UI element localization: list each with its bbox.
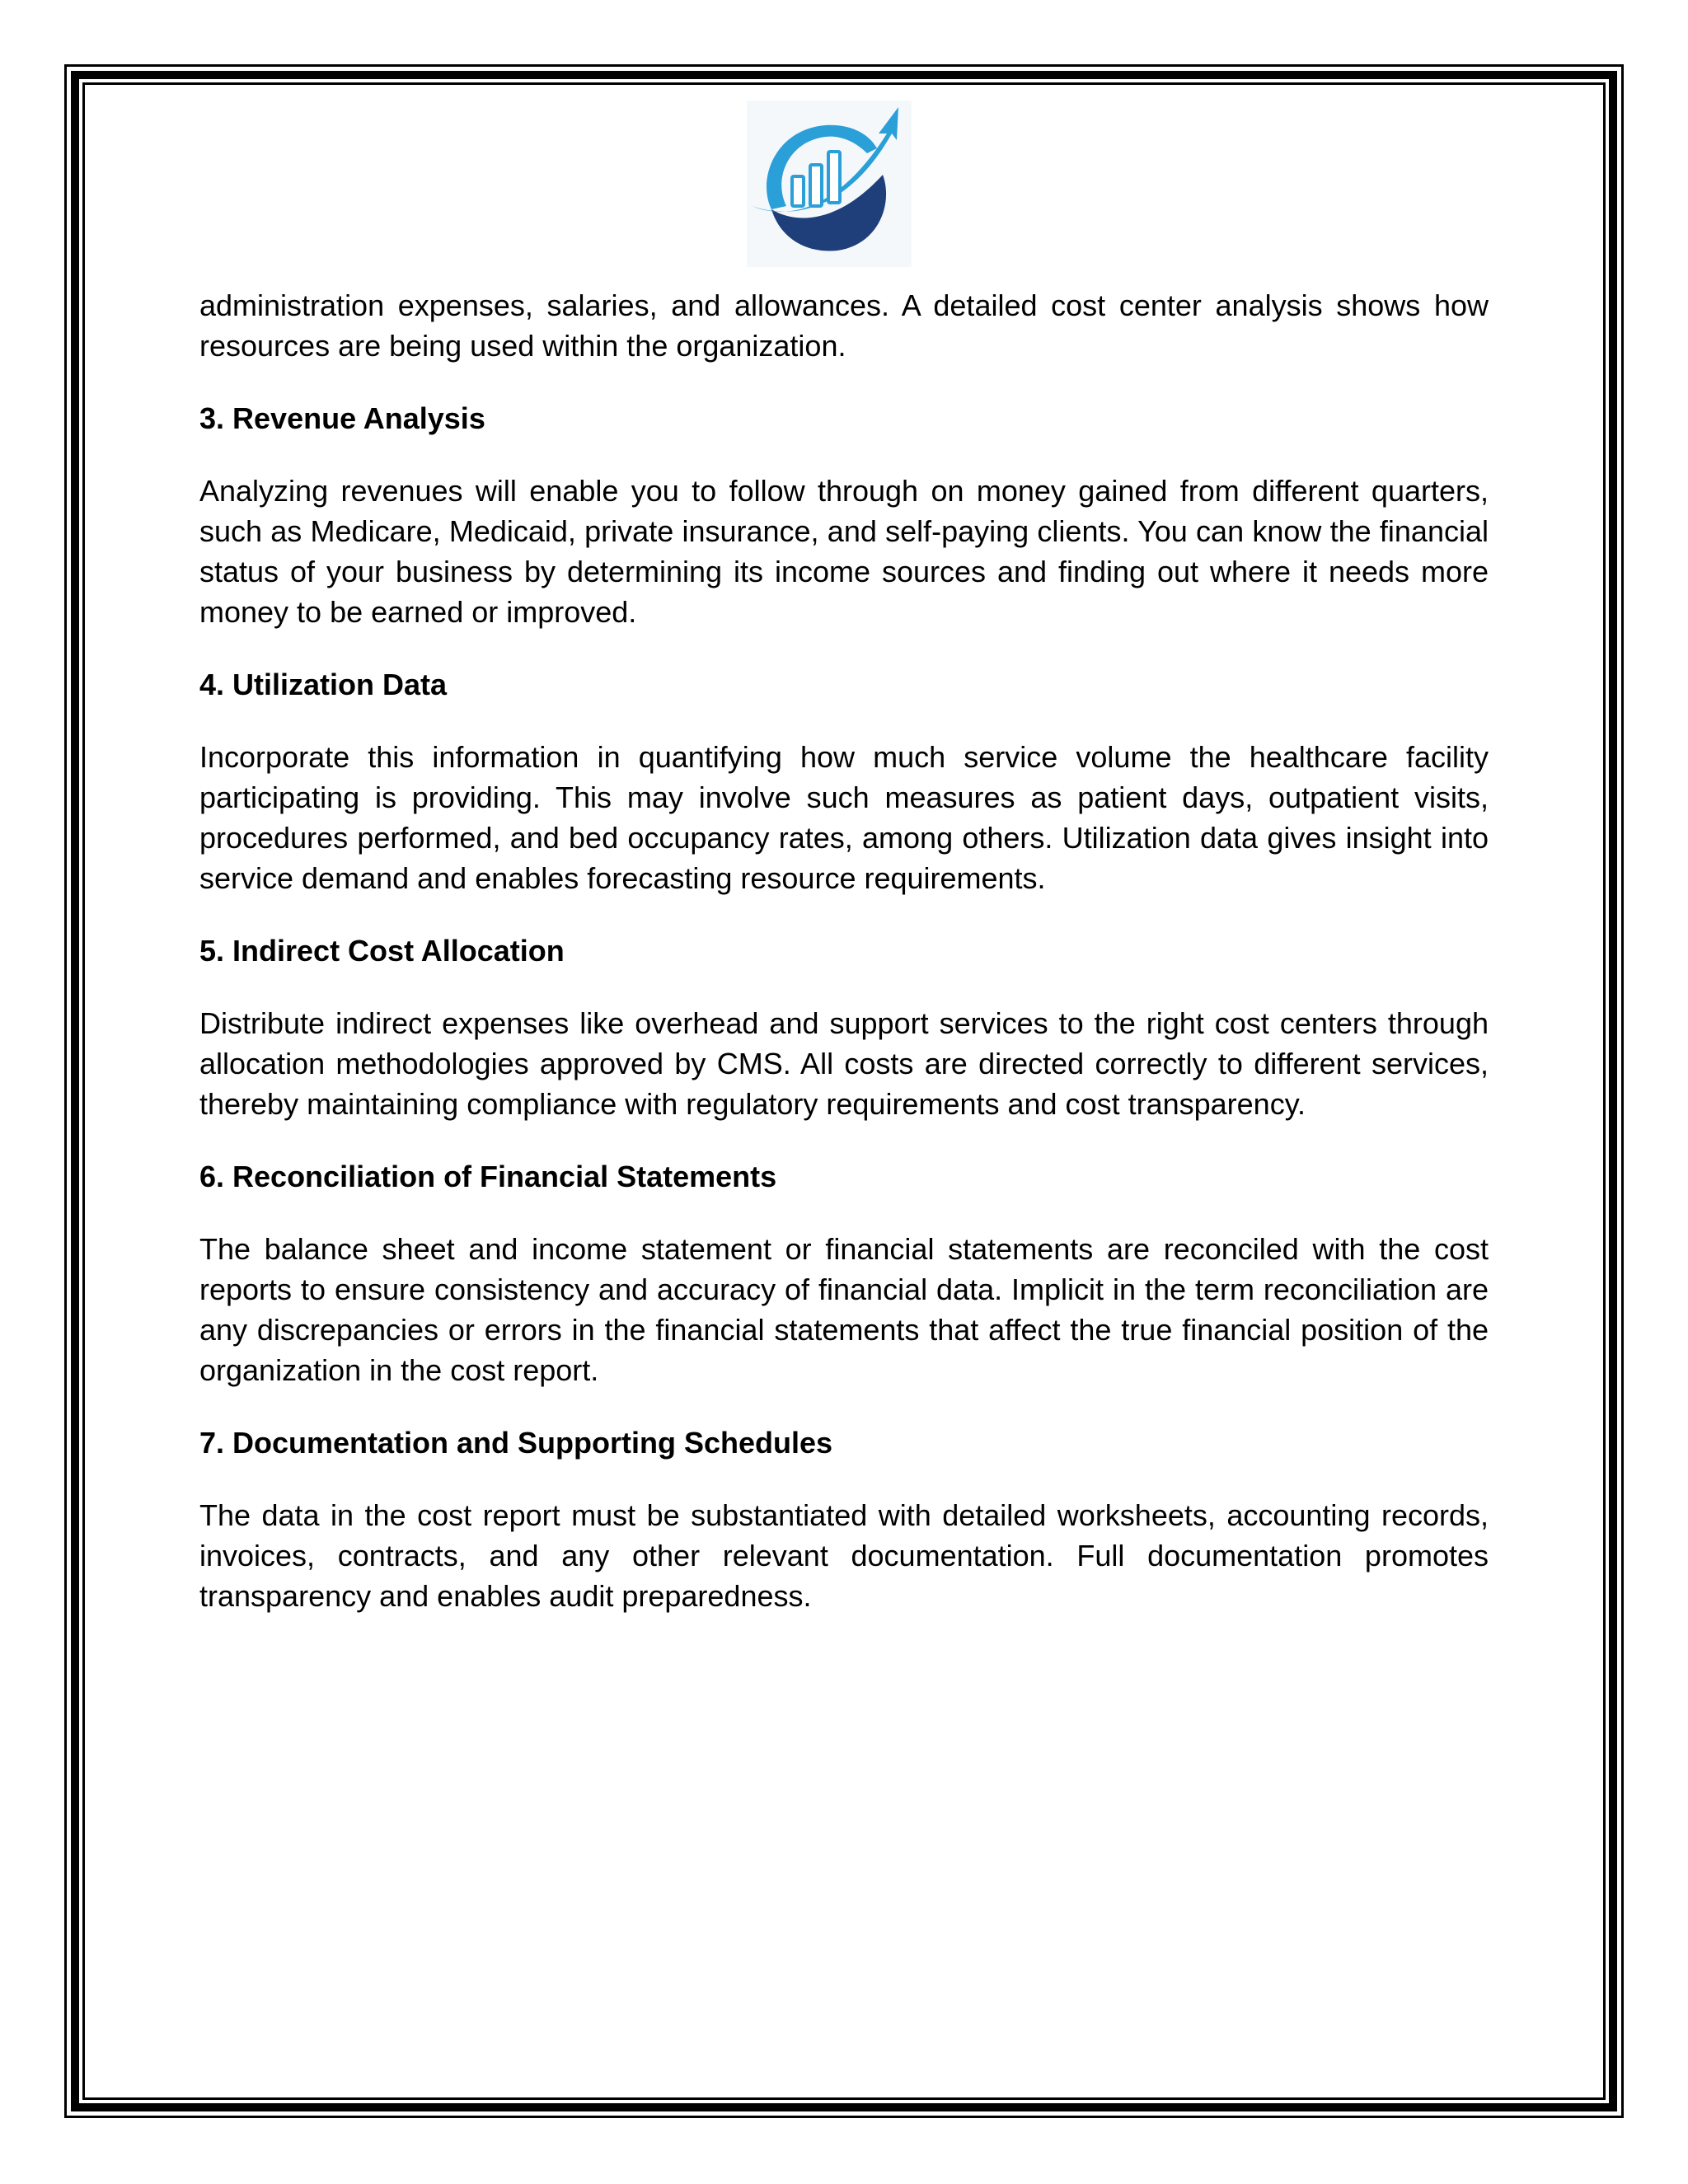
bar-chart-growth-arrow-logo-icon <box>747 101 912 267</box>
document-body <box>199 285 1489 1648</box>
section-heading-revenue-analysis: 3. Revenue Analysis <box>199 401 485 435</box>
section-body-utilization-data: Incorporate this information in quantifying how much service volume the healthcare facility participating is providing. This may involve such measures as patient days, outpatient visits, procedures performed, and bed occupancy rates, among others. Utilization data gives insight into service demand and enables forecasting resource requirements. <box>199 740 1489 895</box>
section-body-revenue-analysis: Analyzing revenues will enable you to follow through on money gained from different quarters, such as Medicare, Medicaid, private insurance, and self-paying clients. You can know the financial status of your business by determining its income sources and finding out where it needs more money to be earned or improved. <box>199 474 1489 629</box>
intro-paragraph: administration expenses, salaries, and allowances. A detailed cost center analysis shows how resources are being used within the organization. <box>199 288 1489 363</box>
section-body-indirect-cost-allocation: Distribute indirect expenses like overhead and support services to the right cost centers through allocation methodologies approved by CMS. All costs are directed correctly to different services, thereby maintaining compliance with regulatory requirements and cost transparency. <box>199 1006 1489 1121</box>
section-heading-indirect-cost-allocation: 5. Indirect Cost Allocation <box>199 934 565 968</box>
section-body-documentation: The data in the cost report must be substantiated with detailed worksheets, accounting records, invoices, contracts, and any other relevant documentation. Full documentation promotes transparency and enables audit preparedness. <box>199 1498 1489 1613</box>
section-body-reconciliation: The balance sheet and income statement or financial statements are reconciled with the cost reports to ensure consistency and accuracy of financial data. Implicit in the term reconciliation are any discrepancies or errors in the financial statements that affect the true financial position of the organization in the cost report. <box>199 1232 1489 1387</box>
section-heading-documentation: 7. Documentation and Supporting Schedules <box>199 1426 833 1460</box>
section-heading-reconciliation: 6. Reconciliation of Financial Statements <box>199 1160 777 1193</box>
section-heading-utilization-data: 4. Utilization Data <box>199 668 448 701</box>
